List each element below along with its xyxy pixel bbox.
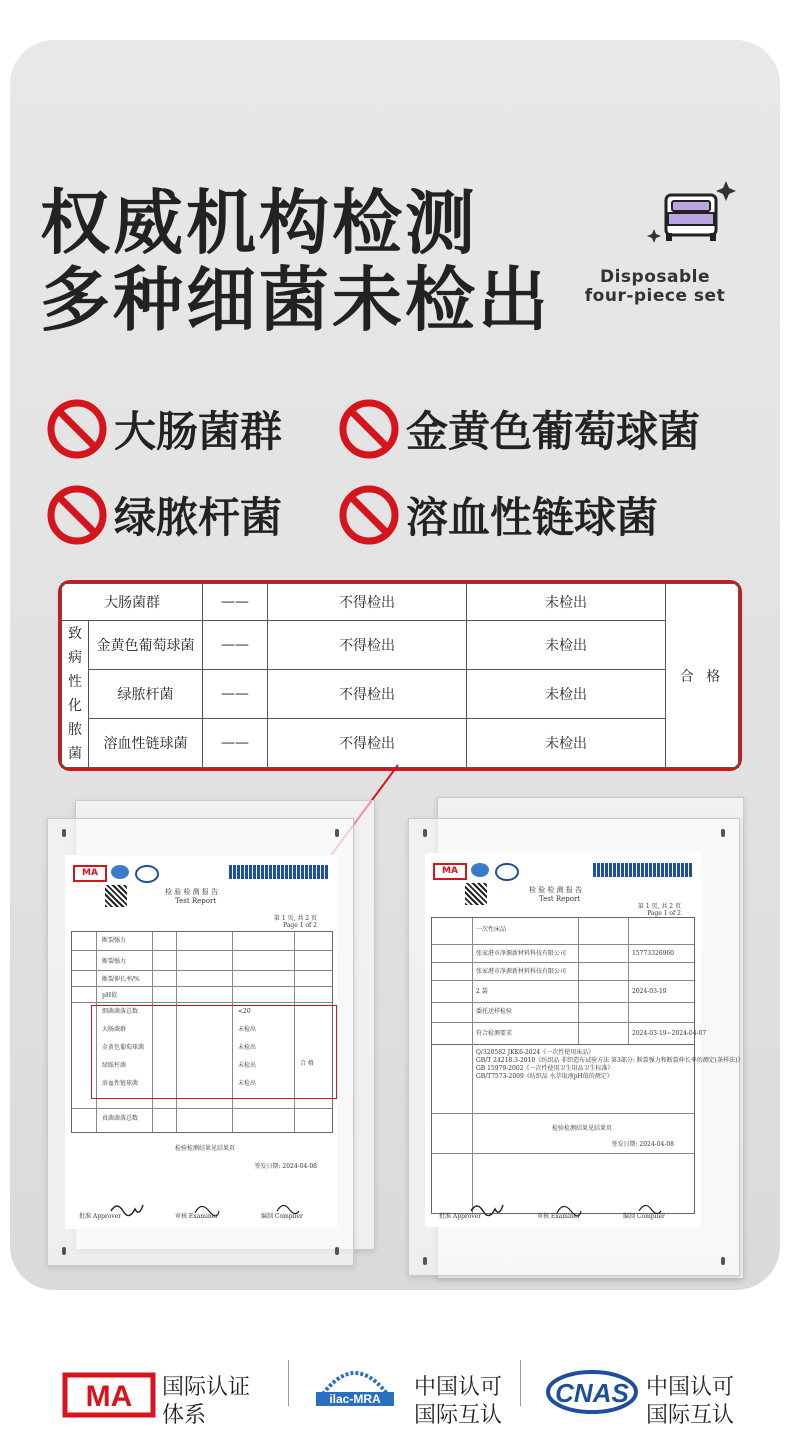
left-table-cell: 细菌菌落总数: [102, 1008, 139, 1015]
left-table-cell: 断裂伸长率/%: [102, 976, 140, 983]
report-page: 第 1 页, 共 2 页: [637, 903, 681, 910]
cert-label-ilac: [414, 1374, 502, 1430]
divider: [288, 1360, 289, 1406]
right-table-cell: 张家港市净源新材料科技有限公司: [476, 968, 567, 975]
screw-icon: [62, 1247, 66, 1255]
ilac-mra-logo-icon: [310, 1358, 400, 1408]
right-sign-date: 签发日期: 2024-04-08: [611, 1141, 674, 1148]
right-approver: 批准 Approver: [439, 1213, 482, 1220]
institute-name: [593, 863, 693, 877]
report-basis-area: [431, 1043, 744, 1214]
certification-bar: [0, 1300, 790, 1428]
qr-code-icon: [105, 885, 127, 907]
result-item: 绿脓杆菌: [89, 670, 203, 719]
acrylic-frame-left: [47, 818, 354, 1266]
report-title-cn: 检 验 检 测 报 告: [165, 888, 219, 896]
screw-icon: [721, 1257, 725, 1265]
result-requirement: 不得检出: [268, 719, 467, 768]
result-item: 大肠菌群: [62, 584, 203, 621]
left-table-cell: <20: [238, 1008, 251, 1015]
result-item: 金黄色葡萄球菌: [89, 621, 203, 670]
left-table-cell: 真菌菌落总数: [102, 1115, 139, 1122]
screw-icon: [335, 829, 339, 837]
cert-label-line: 国际认证: [162, 1375, 251, 1400]
result-unit: ——: [203, 719, 268, 768]
left-compiler: 编制 Compiler: [261, 1213, 303, 1220]
left-table-cell: 未检出: [238, 1026, 257, 1033]
divider: [520, 1360, 521, 1406]
ilac-mark-icon: [471, 863, 489, 877]
bacteria-label: 绿脓杆菌: [114, 493, 283, 542]
cnas-mark: CNAS: [555, 1378, 629, 1408]
left-table-cell: 溶血性链球菌: [102, 1080, 139, 1087]
left-table-cell: 断裂强力: [102, 958, 127, 965]
institute-name: [229, 865, 329, 879]
ma-mark-icon: MA: [433, 863, 467, 880]
screw-icon: [721, 829, 725, 837]
cert-label-ma: [162, 1374, 250, 1430]
result-unit: ——: [203, 621, 268, 670]
highlight-box: [91, 1005, 337, 1099]
report-paper-right: [425, 853, 744, 1227]
result-value: 未检出: [467, 670, 666, 719]
report-paper-left: [65, 855, 337, 1229]
left-table-cell: 金黄色葡萄球菌: [102, 1044, 145, 1051]
bacteria-label: 溶血性链球菌: [406, 493, 659, 542]
signatures: [469, 1197, 689, 1221]
cert-label-line: 体系: [162, 1403, 207, 1428]
screw-icon: [62, 829, 66, 837]
ilac-mra-mark: ilac-MRA: [329, 1392, 381, 1406]
report-title-cn: 检 验 检 测 报 告: [529, 886, 583, 894]
ma-cert-mark: MA: [85, 1380, 133, 1413]
basis-line: GB/T7573-2009《纺织品 水萃取液pH值的测定》: [476, 1073, 613, 1080]
report-page-en: Page 1 of 2: [283, 922, 317, 929]
result-value: 未检出: [467, 719, 666, 768]
right-table-cell: 2 袋: [476, 988, 488, 995]
cert-label-cnas: [646, 1374, 734, 1430]
right-table-cell: 2024-03-19: [632, 988, 667, 995]
ma-cert-logo-icon: [62, 1372, 156, 1412]
result-unit: ——: [203, 670, 268, 719]
right-compiler: 编制 Compiler: [623, 1213, 665, 1220]
left-table-judgement: 合 格: [300, 1060, 314, 1067]
group-label-char: 脓: [68, 722, 82, 738]
qr-code-icon: [465, 883, 487, 905]
screw-icon: [335, 1247, 339, 1255]
cert-label-line: 国际互认: [414, 1403, 503, 1428]
brand-tagline-line-2: four-piece set: [584, 286, 726, 306]
result-item: 溶血性链球菌: [89, 719, 203, 768]
result-requirement: 不得检出: [268, 621, 467, 670]
report-table-right: [431, 917, 707, 1045]
bacteria-label: 金黄色葡萄球菌: [406, 407, 701, 456]
cnas-mark-icon: [135, 865, 159, 883]
right-table-cell: 一次性床品: [476, 926, 507, 933]
left-table-header: 断裂强力: [102, 937, 127, 944]
basis-line: GB/T 24218.3-2010《纺织品 非织造布试验方法 第3部分: 断裂强力和断裂伸长率的测定(条样法)》: [476, 1057, 744, 1064]
result-requirement: 不得检出: [268, 584, 467, 621]
left-sign-date: 签发日期: 2024-04-08: [254, 1163, 317, 1170]
brand-tagline-line-1: Disposable: [599, 267, 711, 287]
right-table-cell: 15773326960: [632, 950, 674, 957]
right-table-cell: 委托送样检验: [476, 1008, 513, 1015]
group-label-char: 性: [68, 674, 82, 690]
cert-label-line: 中国认可: [414, 1375, 503, 1400]
headline-line-2: 多种细菌未检出: [40, 259, 551, 341]
result-requirement: 不得检出: [268, 670, 467, 719]
left-table-cell: pH值: [102, 992, 118, 999]
acrylic-frame-right: [408, 818, 744, 1276]
cnas-logo-icon: [544, 1362, 640, 1408]
result-value: 未检出: [467, 621, 666, 670]
cert-label-line: 国际互认: [646, 1403, 735, 1428]
screw-icon: [423, 829, 427, 837]
report-title-en: Test Report: [539, 895, 581, 903]
result-value: 未检出: [467, 584, 666, 621]
bacteria-label: 大肠菌群: [114, 407, 283, 456]
report-title-en: Test Report: [175, 897, 217, 905]
group-label-char: 化: [68, 698, 82, 714]
result-unit: ——: [203, 584, 268, 621]
screw-icon: [423, 1257, 427, 1265]
left-table-cell: 大肠菌群: [102, 1026, 127, 1033]
left-table-cell: 未检出: [238, 1080, 257, 1087]
right-conclusion: 检验检测结果见结果页: [552, 1125, 613, 1132]
basis-line: Q/320582 JKK6-2024《一次性使用床品》: [476, 1049, 595, 1056]
report-page: 第 1 页, 共 2 页: [273, 915, 317, 922]
left-conclusion: 检验检测结果见结果页: [175, 1145, 236, 1152]
group-label-char: 菌: [68, 746, 82, 762]
basis-line: GB 15979-2002《一次性使用卫生用品卫生标准》: [476, 1065, 614, 1072]
group-label-char: 病: [68, 650, 82, 666]
cert-label-line: 中国认可: [646, 1375, 735, 1400]
result-judgement: 合 格: [666, 584, 739, 768]
signatures: [109, 1197, 329, 1221]
right-table-cell: 2024-03-19~2024-04-07: [632, 1030, 707, 1037]
report-page-en: Page 1 of 2: [647, 910, 681, 917]
cnas-mark-icon: [495, 863, 519, 881]
headline-line-1: 权威机构检测: [40, 182, 478, 264]
left-examiner: 审核 Examiner: [175, 1213, 219, 1220]
left-approver: 批准 Approver: [79, 1213, 122, 1220]
right-table-cell: 张家港市净源新材料科技有限公司: [476, 950, 567, 957]
group-label-char: 致: [68, 626, 82, 642]
right-table-cell: 符合检测要求: [476, 1030, 513, 1037]
left-table-cell: 绿脓杆菌: [102, 1062, 127, 1069]
right-examiner: 审核 Examiner: [537, 1213, 581, 1220]
ilac-mark-icon: [111, 865, 129, 879]
left-table-cell: 未检出: [238, 1062, 257, 1069]
ma-mark-icon: MA: [73, 865, 107, 882]
left-table-cell: 未检出: [238, 1044, 257, 1051]
